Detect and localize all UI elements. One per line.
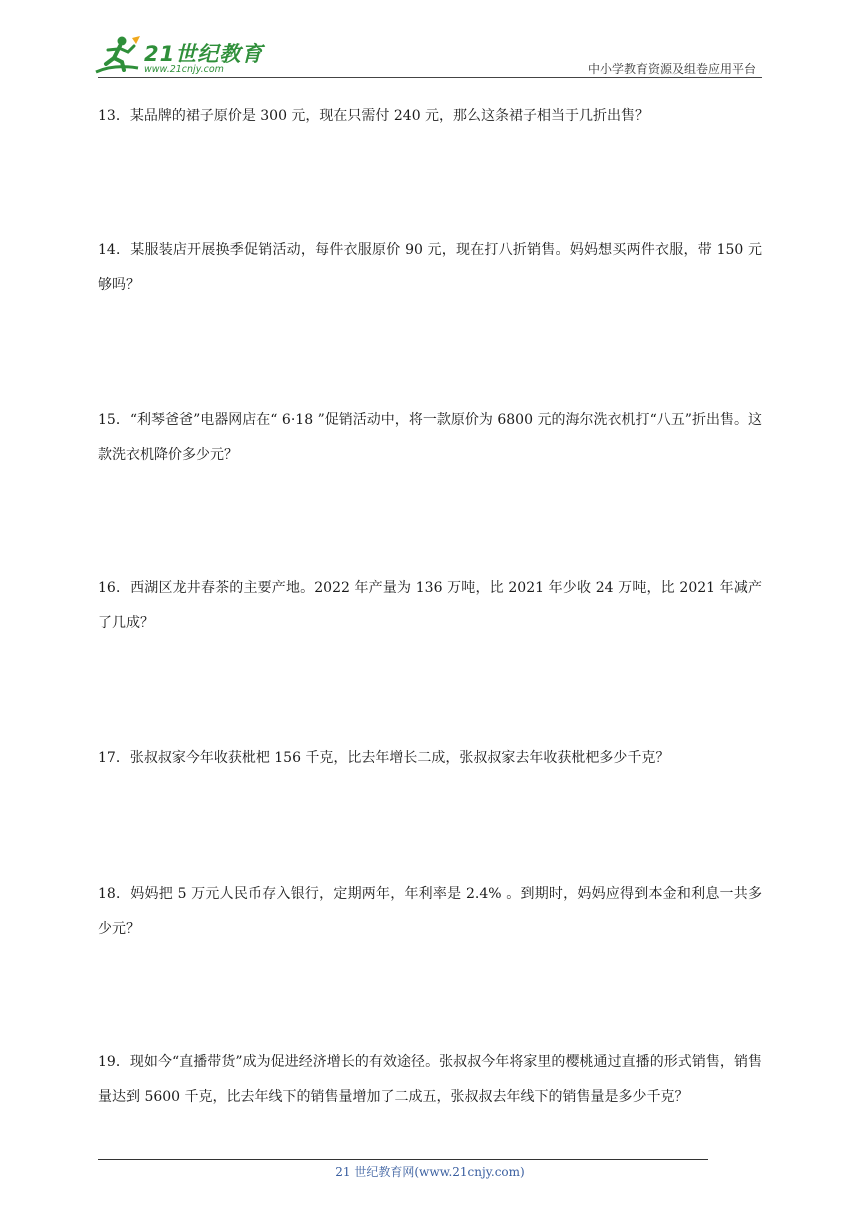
logo-text: 21世纪教育 [144, 42, 264, 66]
runner-logo-icon [92, 34, 144, 78]
question-13: 13．某品牌的裙子原价是 300 元，现在只需付 240 元，那么这条裙子相当于几折出售？ [98, 108, 650, 124]
header-divider [98, 77, 762, 78]
footer-divider [98, 1159, 708, 1160]
site-logo[interactable] [92, 34, 262, 78]
question-14: 14．某服装店开展换季促销活动，每件衣服原价 90 元，现在打八折销售。妈妈想买两件衣服，带 150 元够吗？ [98, 242, 762, 293]
question-16: 16．西湖区龙井春茶的主要产地。2022 年产量为 136 万吨，比 2021 年少收 24 万吨，比 2021 年减产了几成？ [98, 580, 762, 631]
question-17: 17．张叔叔家今年收获枇杷 156 千克，比去年增长二成，张叔叔家去年收获枇杷多少千克？ [98, 750, 670, 766]
logo-url: www.21cnjy.com [144, 64, 224, 75]
question-15: 15．“利琴爸爸”电器网店在“ 6·18 ”促销活动中，将一款原价为 6800 元的海尔洗衣机打“八五”折出售。这款洗衣机降价多少元？ [98, 412, 762, 463]
page-header [0, 0, 860, 80]
footer-link[interactable]: 21 世纪教育网(www.21cnjy.com) [335, 1165, 525, 1179]
platform-title: 中小学教育资源及组卷应用平台 [587, 62, 756, 76]
question-18: 18．妈妈把 5 万元人民币存入银行，定期两年，年利率是 2.4% 。到期时，妈妈应得到本金和利息一共多少元？ [98, 886, 762, 937]
question-19: 19．现如今“直播带货”成为促进经济增长的有效途径。张叔叔今年将家里的樱桃通过直播的形式销售，销售量达到 5600 千克，比去年线下的销售量增加了二成五，张叔叔去年线下的销售量是多少千克？ [98, 1054, 762, 1105]
